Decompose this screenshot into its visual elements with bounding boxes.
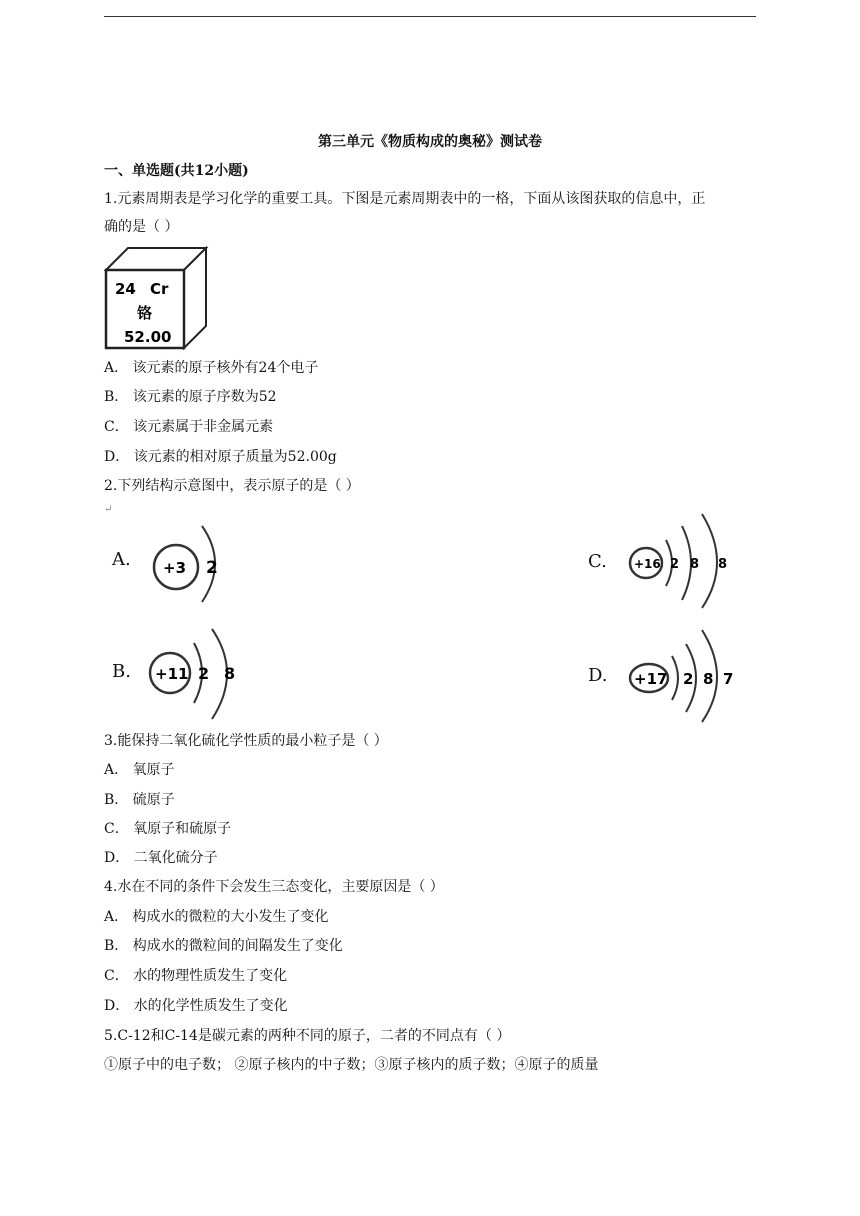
header-rule bbox=[104, 16, 756, 17]
atom-diagram-b bbox=[148, 625, 248, 723]
paragraph-mark: ↵ bbox=[104, 504, 113, 515]
q3-option-a: A． 氧原子 bbox=[104, 762, 175, 778]
q4-stem: 4.水在不同的条件下会发生三态变化，主要原因是（ ） bbox=[104, 879, 444, 895]
element-number: 24 bbox=[115, 280, 136, 298]
page-title: 第三单元《物质构成的奥秘》测试卷 bbox=[318, 134, 542, 150]
fig-b-label: B. bbox=[112, 661, 131, 682]
fig-c-shell-3: 8 bbox=[718, 557, 728, 572]
q5-stem: 5.C-12和C-14是碳元素的两种不同的原子，二者的不同点有（ ） bbox=[104, 1028, 511, 1044]
atom-diagram-a bbox=[150, 520, 230, 606]
fig-a-nucleus: +3 bbox=[163, 559, 187, 577]
fig-a-shell-1: 2 bbox=[206, 558, 218, 578]
q4-option-d: D． 水的化学性质发生了变化 bbox=[104, 998, 288, 1014]
fig-c-nucleus: +16 bbox=[634, 557, 661, 571]
fig-d-shell-3: 7 bbox=[723, 670, 734, 688]
q2-stem: 2.下列结构示意图中，表示原子的是（ ） bbox=[104, 478, 360, 494]
fig-a-label: A. bbox=[112, 549, 131, 570]
fig-c-shell-1: 2 bbox=[670, 557, 680, 572]
element-mass: 52.00 bbox=[124, 328, 172, 346]
fig-c-shell-2: 8 bbox=[690, 557, 700, 572]
fig-d-label: D. bbox=[588, 665, 608, 686]
q3-option-c: C． 氧原子和硫原子 bbox=[104, 821, 232, 837]
fig-d-shell-2: 8 bbox=[703, 670, 714, 688]
atom-diagram-d bbox=[628, 626, 746, 724]
q4-option-b: B． 构成水的微粒间的间隔发生了变化 bbox=[104, 938, 343, 954]
q1-stem-line2: 确的是（ ） bbox=[104, 219, 179, 235]
q5-items: ①原子中的电子数； ②原子核内的中子数；③原子核内的质子数；④原子的质量 bbox=[104, 1057, 599, 1073]
fig-b-shell-1: 2 bbox=[198, 664, 210, 683]
q4-option-c: C． 水的物理性质发生了变化 bbox=[104, 968, 288, 984]
q1-option-b: B． 该元素的原子序数为52 bbox=[104, 389, 277, 405]
q4-option-a: A． 构成水的微粒的大小发生了变化 bbox=[104, 909, 329, 925]
q3-option-b: B． 硫原子 bbox=[104, 792, 175, 808]
q1-stem-line1: 1.元素周期表是学习化学的重要工具。下图是元素周期表中的一格，下面从该图获取的信息中，正 bbox=[104, 191, 706, 207]
q3-stem: 3.能保持二氧化硫化学性质的最小粒子是（ ） bbox=[104, 733, 388, 749]
fig-d-shell-1: 2 bbox=[683, 670, 694, 688]
section-heading: 一、单选题(共12小题) bbox=[104, 163, 249, 179]
fig-c-label: C. bbox=[588, 551, 607, 572]
fig-d-nucleus: +17 bbox=[634, 670, 668, 688]
element-symbol: Cr bbox=[150, 280, 169, 298]
element-name: 铬 bbox=[137, 304, 153, 322]
q1-option-a: A． 该元素的原子核外有24个电子 bbox=[104, 360, 319, 376]
atom-diagram-c bbox=[628, 512, 740, 610]
q1-option-d: D． 该元素的相对原子质量为52.00g bbox=[104, 449, 337, 465]
fig-b-shell-2: 8 bbox=[224, 664, 236, 683]
element-cell-figure bbox=[104, 246, 210, 350]
q1-option-c: C． 该元素属于非金属元素 bbox=[104, 419, 274, 435]
fig-b-nucleus: +11 bbox=[155, 665, 189, 683]
q3-option-d: D． 二氧化硫分子 bbox=[104, 850, 218, 866]
